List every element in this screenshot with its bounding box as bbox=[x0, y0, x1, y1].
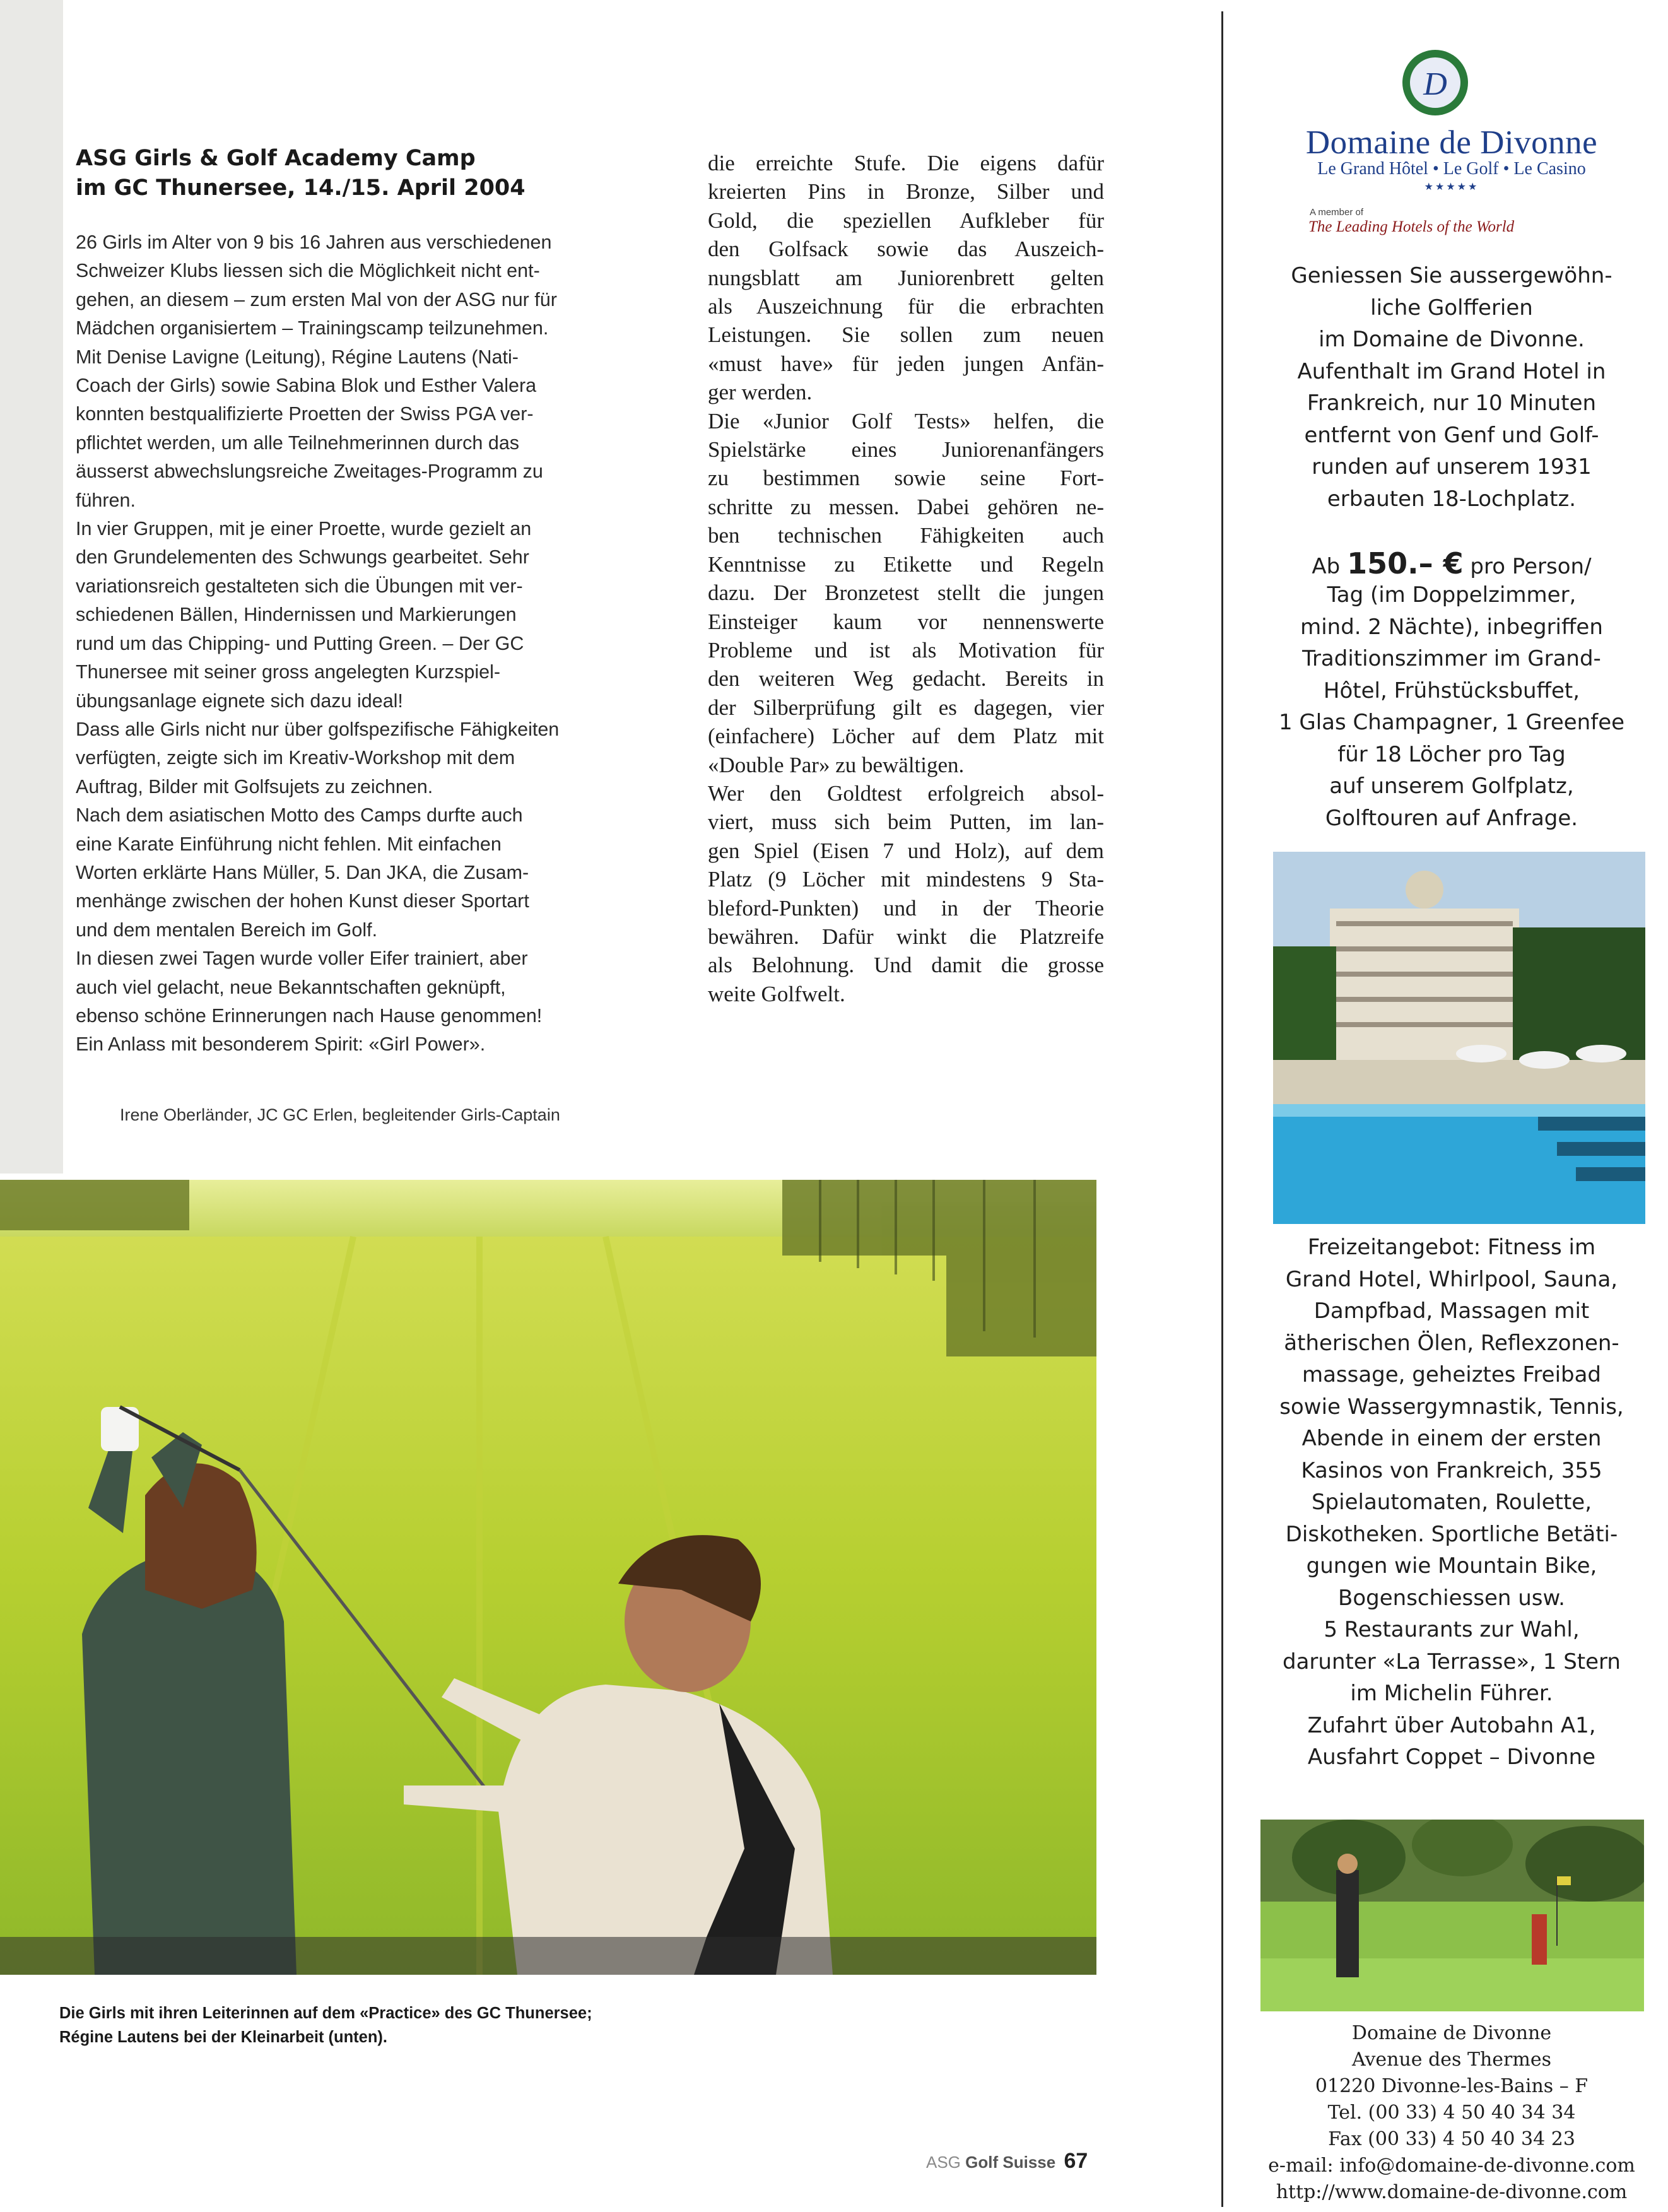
ad-text-line: mind. 2 Nächte), inbegriffen bbox=[1300, 614, 1603, 640]
text-line: als Auszeichnung für die erbrachten bbox=[708, 294, 1104, 319]
text-line: Die «Junior Golf Tests» helfen, die bbox=[708, 408, 1104, 433]
text-line: verfügten, zeigte sich im Kreativ-Workshop mit dem bbox=[76, 747, 515, 769]
ad-text-line: liche Golfferien bbox=[1370, 295, 1533, 321]
ad-text-line: entfernt von Genf und Golf- bbox=[1304, 422, 1599, 448]
text-line: ben technischen Fähigkeiten auch bbox=[708, 523, 1104, 548]
ad-price-offer bbox=[1235, 548, 1668, 583]
ad-text-line: Tel. (00 33) 4 50 40 34 34 bbox=[1327, 2102, 1576, 2124]
ad-offer-details bbox=[1235, 579, 1668, 834]
paragraph bbox=[708, 149, 1104, 407]
text-line: «must have» für jeden jungen Anfän- bbox=[708, 351, 1104, 376]
text-line: Platz (9 Löcher mit mindestens 9 Sta- bbox=[708, 867, 1104, 892]
paragraph bbox=[76, 228, 631, 515]
ad-text-line: runden auf unserem 1931 bbox=[1312, 454, 1592, 479]
text-line: den Grundelementen des Schwungs gearbeitet. Sehr bbox=[76, 546, 529, 568]
paragraph bbox=[76, 944, 631, 1059]
ad-text-line: Avenue des Thermes bbox=[1352, 2049, 1551, 2071]
text-line: als Belohnung. Und damit die grosse bbox=[708, 953, 1104, 978]
text-line: auch viel gelacht, neue Bekanntschaften geknüpft, bbox=[76, 976, 506, 998]
text-line: ebenso schöne Erinnerungen nach Hause genommen! bbox=[76, 1004, 543, 1027]
ad-text-line: Grand Hotel, Whirlpool, Sauna, bbox=[1285, 1266, 1618, 1292]
text-line: zu bestimmen sowie seine Fort- bbox=[708, 466, 1104, 491]
ad-text-line: http://www.domaine-de-divonne.com bbox=[1276, 2181, 1628, 2203]
text-line: Spielstärke eines Juniorenanfängers bbox=[708, 437, 1104, 462]
paragraph bbox=[76, 801, 631, 944]
ad-text-line: Golftouren auf Anfrage. bbox=[1325, 805, 1578, 831]
ad-text-line: im Domaine de Divonne. bbox=[1319, 327, 1585, 352]
text-line: eine Karate Einführung nicht fehlen. Mit einfachen bbox=[76, 833, 502, 855]
ad-text-line: erbauten 18-Lochplatz. bbox=[1327, 486, 1577, 512]
ad-text-line: Tag (im Doppelzimmer, bbox=[1327, 582, 1577, 608]
text-line: Wer den Goldtest erfolgreich absol- bbox=[708, 780, 1104, 806]
ad-text-line: e-mail: info@domaine-de-divonne.com bbox=[1268, 2155, 1635, 2177]
text-line: viert, muss sich beim Putten, im lan- bbox=[708, 809, 1104, 835]
ad-contact-address bbox=[1235, 2020, 1668, 2206]
ad-text-line: Fax (00 33) 4 50 40 34 23 bbox=[1328, 2128, 1575, 2150]
text-line: Gold, die speziellen Aufkleber für bbox=[708, 208, 1104, 233]
footer-magazine: Golf Suisse bbox=[965, 2153, 1056, 2172]
text-line: Mit Denise Lavigne (Leitung), Régine Lautens (Nati- bbox=[76, 346, 519, 368]
article-title bbox=[76, 144, 631, 203]
text-line: äusserst abwechslungsreiche Zweitages-Programm zu bbox=[76, 461, 543, 483]
text-line: In diesen zwei Tagen wurde voller Eifer trainiert, aber bbox=[76, 948, 528, 970]
text-line: Kenntnisse zu Etikette und Regeln bbox=[708, 551, 1104, 577]
text-line: führen. bbox=[76, 489, 136, 511]
text-line: weite Golfwelt. bbox=[708, 981, 845, 1006]
ad-text-line: Ausfahrt Coppet – Divonne bbox=[1307, 1744, 1596, 1770]
text-line: Coach der Girls) sowie Sabina Blok und Esther Valera bbox=[76, 375, 537, 397]
ad-stars: ★★★★★ bbox=[1424, 180, 1479, 192]
text-line: gehen, an diesem – zum ersten Mal von der ASG nur für bbox=[76, 288, 557, 310]
text-line: gen Spiel (Eisen 7 und Holz), auf dem bbox=[708, 838, 1104, 863]
text-line: In vier Gruppen, mit je einer Proette, wurde gezielt an bbox=[76, 518, 532, 540]
ad-text-line: Kasinos von Frankreich, 355 bbox=[1301, 1457, 1602, 1483]
ad-text-line: Aufenthalt im Grand Hotel in bbox=[1297, 358, 1606, 384]
text-line: Nach dem asiatischen Motto des Camps durfte auch bbox=[76, 804, 523, 827]
paragraph bbox=[76, 515, 631, 715]
domaine-logo-icon bbox=[1401, 48, 1470, 117]
photo-caption-line-2: Régine Lautens bei der Kleinarbeit (unten). bbox=[59, 2028, 387, 2046]
grand-hotel-pool-photo bbox=[1273, 852, 1645, 1224]
text-line: «Double Par» zu bewältigen. bbox=[708, 752, 965, 777]
practice-range-photo bbox=[0, 1180, 1096, 1975]
text-line: Schweizer Klubs liessen sich die Möglichkeit nicht ent- bbox=[76, 260, 540, 282]
text-line: konnten bestqualifizierte Proetten der Swiss PGA ver- bbox=[76, 403, 534, 425]
ad-subtitle: Le Grand Hôtel • Le Golf • Le Casino bbox=[1317, 159, 1586, 179]
ad-text-line: Zufahrt über Autobahn A1, bbox=[1307, 1712, 1596, 1738]
text-line: variationsreich gestalteten sich die Übungen mit ver- bbox=[76, 575, 523, 597]
ad-text-line: für 18 Löcher pro Tag bbox=[1337, 741, 1566, 767]
text-line: Leistungen. Sie sollen zum neuen bbox=[708, 322, 1104, 348]
advertisement-domaine-de-divonne bbox=[1235, 0, 1668, 2212]
ad-text-line: massage, geheiztes Freibad bbox=[1301, 1362, 1602, 1387]
text-line: den Golfsack sowie das Auszeich- bbox=[708, 237, 1104, 262]
ad-brand-name: Domaine de Divonne bbox=[1305, 124, 1598, 161]
golf-course-photo bbox=[1260, 1820, 1644, 2011]
ad-text-line: Dampfbad, Massagen mit bbox=[1313, 1298, 1590, 1324]
ad-text-line: gungen wie Mountain Bike, bbox=[1306, 1553, 1597, 1579]
article-title-line-1: ASG Girls & Golf Academy Camp bbox=[76, 146, 476, 171]
photo-caption-line-1: Die Girls mit ihren Leiterinnen auf dem «Practice» des GC Thunersee; bbox=[59, 2004, 592, 2022]
ad-leisure bbox=[1235, 1232, 1668, 1774]
text-line: Ein Anlass mit besonderem Spirit: «Girl Power». bbox=[76, 1033, 486, 1056]
ad-text-line: Bogenschiessen usw. bbox=[1338, 1585, 1565, 1611]
text-line: bewähren. Dafür winkt die Platzreife bbox=[708, 924, 1104, 949]
text-line: der Silberprüfung gilt es dagegen, vier bbox=[708, 695, 1104, 720]
ad-text-line: 5 Restaurants zur Wahl, bbox=[1324, 1617, 1580, 1642]
footer-prefix: ASG bbox=[926, 2153, 961, 2172]
text-line: bleford-Punkten) und in der Theorie bbox=[708, 895, 1104, 921]
ad-text-line: im Michelin Führer. bbox=[1350, 1681, 1553, 1706]
photo-caption bbox=[59, 2001, 816, 2049]
ad-text-line: Abende in einem der ersten bbox=[1301, 1426, 1602, 1451]
text-line: die erreichte Stufe. Die eigens dafür bbox=[708, 151, 1104, 175]
ad-text-line: ätherischen Ölen, Reflexzonen- bbox=[1284, 1330, 1619, 1356]
text-line: dazu. Der Bronzetest stellt die jungen bbox=[708, 580, 1104, 606]
ad-text-line: Domaine de Divonne bbox=[1351, 2022, 1552, 2044]
text-line: Probleme und ist als Motivation für bbox=[708, 637, 1104, 662]
left-margin-band bbox=[0, 0, 63, 1174]
text-line: Thunersee mit seiner gross angelegten Kurzspiel- bbox=[76, 661, 501, 683]
text-line: Auftrag, Bilder mit Golfsujets zu zeichnen. bbox=[76, 775, 433, 797]
text-line: schiedenen Bällen, Hindernissen und Markierungen bbox=[76, 604, 517, 626]
ad-text-line: 1 Glas Champagner, 1 Greenfee bbox=[1278, 710, 1625, 735]
ad-text-line: Hôtel, Frühstücksbuffet, bbox=[1323, 678, 1580, 703]
page-footer bbox=[926, 2149, 1088, 2174]
leading-hotels-logo: The Leading Hotels of the World bbox=[1308, 218, 1515, 235]
ad-text-line: darunter «La Terrasse», 1 Stern bbox=[1283, 1649, 1621, 1674]
price-suffix: pro Person/ bbox=[1470, 554, 1592, 579]
ad-text-line: auf unserem Golfplatz, bbox=[1329, 774, 1574, 799]
article-column-2 bbox=[708, 149, 1104, 1008]
text-line: kreierten Pins in Bronze, Silber und bbox=[708, 179, 1104, 204]
ad-text-line: Spielautomaten, Roulette, bbox=[1311, 1490, 1592, 1515]
text-line: 26 Girls im Alter von 9 bis 16 Jahren aus verschiedenen bbox=[76, 232, 552, 253]
ad-text-line: Freizeitangebot: Fitness im bbox=[1307, 1235, 1596, 1260]
ad-text-line: Geniessen Sie aussergewöhn- bbox=[1291, 263, 1612, 288]
ad-intro bbox=[1235, 260, 1668, 515]
text-line: Dass alle Girls nicht nur über golfspezifische Fähigkeiten bbox=[76, 718, 560, 740]
ad-text-line: 01220 Divonne-les-Bains – F bbox=[1315, 2075, 1589, 2097]
ad-text-line: Frankreich, nur 10 Minuten bbox=[1307, 391, 1597, 416]
text-line: menhänge zwischen der hohen Kunst dieser Sportart bbox=[76, 890, 529, 912]
text-line: pflichtet werden, um alle Teilnehmerinnen durch das bbox=[76, 432, 520, 454]
column-divider bbox=[1221, 11, 1223, 2207]
text-line: übungsanlage eignete sich dazu ideal! bbox=[76, 690, 403, 712]
paragraph bbox=[76, 715, 631, 801]
text-line: Mädchen organisiertem – Trainingscamp teilzunehmen. bbox=[76, 317, 549, 339]
text-line: den weiteren Weg gedacht. Bereits in bbox=[708, 666, 1104, 691]
text-line: nungsblatt am Juniorenbrett gelten bbox=[708, 265, 1104, 290]
member-label: A member of bbox=[1310, 207, 1364, 218]
price-prefix: Ab bbox=[1312, 554, 1341, 579]
ad-text-line: Traditionszimmer im Grand- bbox=[1302, 646, 1601, 671]
price-value: 150.– € bbox=[1347, 546, 1464, 580]
article-column-1 bbox=[76, 228, 631, 1059]
ad-text-line: Diskotheken. Sportliche Betäti- bbox=[1285, 1521, 1618, 1547]
article-title-line-2: im GC Thunersee, 14./15. April 2004 bbox=[76, 175, 526, 201]
paragraph bbox=[708, 779, 1104, 1008]
logo-letter: D bbox=[1423, 66, 1447, 102]
page-number: 67 bbox=[1064, 2149, 1088, 2173]
paragraph bbox=[708, 407, 1104, 779]
text-line: Einsteiger kaum vor nennenswerte bbox=[708, 609, 1104, 634]
text-line: ger werden. bbox=[708, 380, 813, 405]
text-line: rund um das Chipping- und Putting Green. – Der GC bbox=[76, 632, 524, 654]
text-line: und dem mentalen Bereich im Golf. bbox=[76, 919, 378, 941]
ad-text-line: sowie Wassergymnastik, Tennis, bbox=[1279, 1394, 1624, 1420]
text-line: Worten erklärte Hans Müller, 5. Dan JKA, die Zusam- bbox=[76, 861, 529, 883]
text-line: (einfachere) Löcher auf dem Platz mit bbox=[708, 724, 1104, 749]
price-line bbox=[1235, 548, 1668, 583]
article-byline: Irene Oberländer, JC GC Erlen, begleitender Girls-Captain bbox=[120, 1105, 560, 1124]
text-line: schritte zu messen. Dabei gehören ne- bbox=[708, 494, 1104, 519]
